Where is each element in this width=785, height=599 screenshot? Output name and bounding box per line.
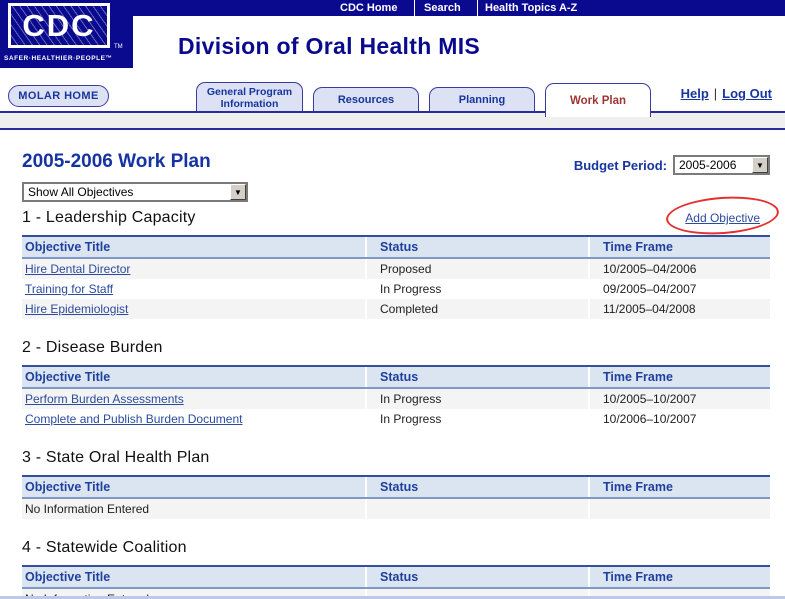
topnav-divider bbox=[414, 0, 415, 16]
dropdown-arrow-icon[interactable]: ▼ bbox=[752, 157, 768, 173]
section-title-state-oral-health-plan: 3 - State Oral Health Plan bbox=[22, 449, 210, 466]
budget-period-select[interactable] bbox=[673, 155, 770, 175]
objective-link[interactable]: Hire Dental Director bbox=[25, 262, 131, 276]
objectives-table bbox=[22, 565, 770, 599]
objectives-table bbox=[22, 235, 770, 319]
column-header-time-frame: Time Frame bbox=[590, 367, 770, 387]
tab-work-plan-active[interactable]: Work Plan bbox=[545, 83, 651, 117]
table-cell-empty bbox=[590, 499, 770, 519]
objective-filter-select[interactable] bbox=[22, 182, 248, 202]
table-row bbox=[22, 409, 770, 429]
section-title-statewide-coalition: 4 - Statewide Coalition bbox=[22, 539, 187, 556]
column-header-time-frame: Time Frame bbox=[590, 567, 770, 587]
objective-link[interactable]: Perform Burden Assessments bbox=[25, 392, 184, 406]
logout-link[interactable]: Log Out bbox=[722, 86, 772, 101]
link-divider: | bbox=[713, 86, 718, 101]
topnav-search[interactable]: Search bbox=[424, 2, 461, 14]
molar-home-button[interactable]: MOLAR HOME bbox=[8, 85, 109, 107]
time-frame-value: 11/2005–04/2008 bbox=[590, 299, 770, 319]
topnav-health-topics[interactable]: Health Topics A-Z bbox=[485, 2, 578, 14]
table-cell-empty bbox=[367, 499, 588, 519]
dropdown-arrow-icon[interactable]: ▼ bbox=[230, 184, 246, 200]
help-link[interactable]: Help bbox=[680, 86, 709, 101]
table-header-row bbox=[22, 365, 770, 389]
status-value: Completed bbox=[367, 299, 588, 319]
section-title-disease-burden: 2 - Disease Burden bbox=[22, 339, 163, 356]
column-header-objective-title: Objective Title bbox=[22, 237, 365, 257]
objective-link[interactable]: Training for Staff bbox=[25, 282, 114, 296]
objective-link[interactable]: Complete and Publish Burden Document bbox=[25, 412, 243, 426]
column-header-objective-title: Objective Title bbox=[22, 367, 365, 387]
no-information-message: No Information Entered bbox=[22, 499, 365, 519]
objective-link[interactable]: Hire Epidemiologist bbox=[25, 302, 129, 316]
work-plan-heading: 2005-2006 Work Plan bbox=[22, 151, 211, 172]
divider-line bbox=[0, 111, 785, 113]
budget-period-label: Budget Period: bbox=[573, 157, 667, 173]
column-header-status: Status bbox=[367, 367, 588, 387]
table-row bbox=[22, 259, 770, 279]
utility-links bbox=[681, 86, 772, 101]
table-header-row bbox=[22, 235, 770, 259]
table-row bbox=[22, 279, 770, 299]
table-row bbox=[22, 389, 770, 409]
objective-filter-value: Show All Objectives bbox=[28, 185, 134, 199]
gray-band bbox=[0, 113, 785, 128]
budget-period-value: 2005-2006 bbox=[679, 158, 737, 172]
column-header-status: Status bbox=[367, 477, 588, 497]
cdc-logo-block bbox=[0, 0, 133, 68]
tab-resources[interactable]: Resources bbox=[313, 87, 419, 112]
section-title-leadership-capacity: 1 - Leadership Capacity bbox=[22, 209, 196, 226]
status-value: Proposed bbox=[367, 259, 588, 279]
column-header-objective-title: Objective Title bbox=[22, 567, 365, 587]
section-header bbox=[22, 539, 770, 557]
section-header bbox=[22, 339, 770, 357]
time-frame-value: 09/2005–04/2007 bbox=[590, 279, 770, 299]
column-header-objective-title: Objective Title bbox=[22, 477, 365, 497]
column-header-status: Status bbox=[367, 237, 588, 257]
time-frame-value: 10/2005–10/2007 bbox=[590, 389, 770, 409]
page-title: Division of Oral Health MIS bbox=[178, 33, 481, 59]
status-value: In Progress bbox=[367, 389, 588, 409]
column-header-status: Status bbox=[367, 567, 588, 587]
status-value: In Progress bbox=[367, 409, 588, 429]
budget-period-group bbox=[574, 155, 770, 175]
objectives-table bbox=[22, 365, 770, 429]
section-header bbox=[22, 449, 770, 467]
main-content bbox=[0, 130, 785, 599]
time-frame-value: 10/2006–10/2007 bbox=[590, 409, 770, 429]
tab-general-program-information[interactable]: General Program Information bbox=[196, 82, 303, 112]
add-objective-wrap bbox=[685, 209, 760, 227]
column-header-time-frame: Time Frame bbox=[590, 477, 770, 497]
objectives-table bbox=[22, 475, 770, 519]
add-objective-link[interactable]: Add Objective bbox=[685, 211, 760, 225]
tab-planning[interactable]: Planning bbox=[429, 87, 535, 112]
table-header-row bbox=[22, 565, 770, 589]
cdc-logo[interactable] bbox=[8, 3, 110, 48]
column-header-time-frame: Time Frame bbox=[590, 237, 770, 257]
cdc-logo-text: CDC bbox=[22, 7, 96, 43]
section-header bbox=[22, 209, 770, 227]
topnav-cdc-home[interactable]: CDC Home bbox=[340, 2, 398, 14]
table-header-row bbox=[22, 475, 770, 499]
divider-line bbox=[0, 128, 785, 130]
table-row bbox=[22, 499, 770, 519]
trademark-label: TM bbox=[114, 44, 123, 50]
topnav-divider bbox=[477, 0, 478, 16]
cdc-tagline: SAFER·HEALTHIER·PEOPLE™ bbox=[4, 55, 113, 62]
time-frame-value: 10/2005–04/2006 bbox=[590, 259, 770, 279]
table-row bbox=[22, 299, 770, 319]
status-value: In Progress bbox=[367, 279, 588, 299]
